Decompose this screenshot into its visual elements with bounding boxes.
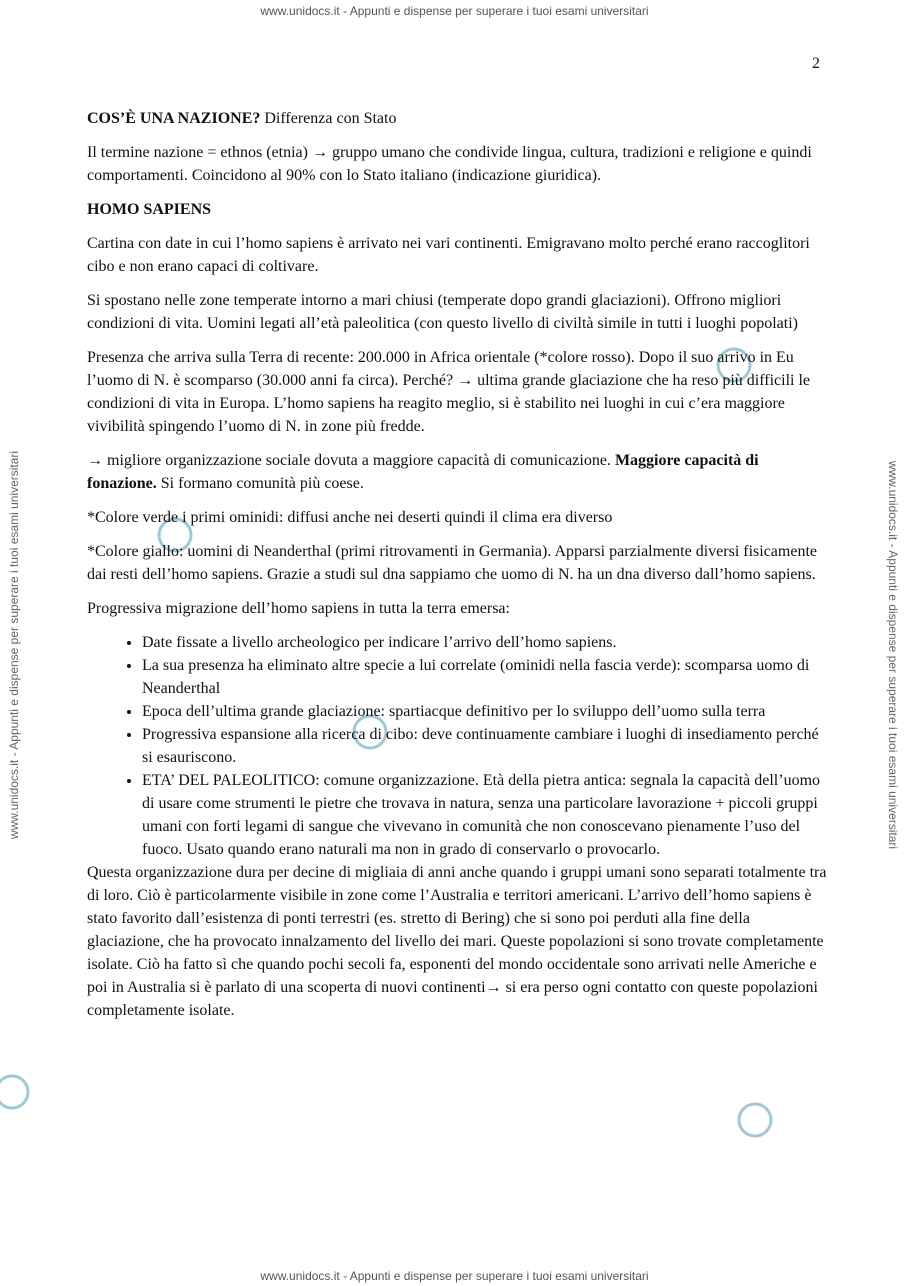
paragraph: Questa organizzazione dura per decine di migliaia di anni anche quando i gruppi umani sono separati totalmente tra di loro. Ciò è particolarmente visibile in zone come l’Australia e territori americani. L’arrivo dell’homo sapiens è stato favorito dall’esistenza di ponti terrestri (es. stretto di Bering) che si sono poi perduti alla fine della glaciazione, che ha provocato innalzamento del livello dei mari. Queste popolazioni si sono trovate completamente isolate. Ciò ha fatto sì che quando pochi secoli fa, esponenti del mondo occidentale sono arrivati nelle Americhe e poi in Australia si è parlato di una scoperta di nuovi continenti→ si era perso ogni contatto con queste popolazioni completamente isolate.: [87, 864, 827, 1019]
nazione-heading: COS’È UNA NAZIONE? Differenza con Stato: [87, 110, 397, 127]
watermark-left: www.unidocs.it - Appunti e dispense per superare i tuoi esami universitari: [7, 450, 21, 840]
document-body: [87, 107, 827, 1022]
paragraph: Presenza che arriva sulla Terra di recente: 200.000 in Africa orientale (*colore rosso). Dopo il suo arrivo in Eu l’uomo di N. è scomparso (30.000 anni fa circa). Perché? → ultima grande glaciazione che ha reso più difficili le condizioni di vita in Europa. L’homo sapiens ha reagito meglio, si è stabilito nei luoghi in cui c’era maggiore vivibilità spingendo l’uomo di N. in zone più fredde.: [87, 349, 810, 435]
unidocs-logo-icon: [735, 1100, 775, 1140]
nazione-paragraph: Il termine nazione = ethnos (etnia) → gruppo umano che condivide lingua, cultura, tradizioni e religione e quindi comportamenti. Coincidono al 90% con lo Stato italiano (indicazione giuridica).: [87, 144, 812, 184]
unidocs-logo-icon: [0, 1072, 32, 1112]
paragraph: *Colore giallo: uomini di Neanderthal (primi ritrovamenti in Germania). Apparsi parzialmente diversi fisicamente dai resti dell’homo sapiens. Grazie a studi sul dna sappiamo che uomo di N. ha un dna diverso dall’homo sapiens.: [87, 543, 817, 583]
homo-sapiens-heading: HOMO SAPIENS: [87, 201, 212, 218]
list-item: • ETA’ DEL PALEOLITICO: comune organizzazione. Età della pietra antica: segnala la capacità dell’uomo di usare come strumenti le pietre che trovava in natura, senza una particolare lavorazione + piccoli gruppi umani con forti legami di sangue che vivevano in comunità che non conoscevano pienamente l’uso del fuoco. Usato quando erano naturali ma non in grado di conservarlo o provocarlo.: [142, 769, 827, 861]
watermark-right: www.unidocs.it - Appunti e dispense per superare i tuoi esami universitari: [886, 460, 900, 850]
paragraph: *Colore verde i primi ominidi: diffusi anche nei deserti quindi il clima era diverso: [87, 509, 613, 526]
list-item: • La sua presenza ha eliminato altre specie a lui correlate (ominidi nella fascia verde): scomparsa uomo di Neanderthal: [142, 654, 827, 700]
paragraph: Si spostano nelle zone temperate intorno a mari chiusi (temperate dopo grandi glaciazioni). Offrono migliori condizioni di vita. Uomini legati all’età paleolitica (con questo livello di civiltà simile in tutti i luoghi popolati): [87, 292, 798, 332]
watermark-top: www.unidocs.it - Appunti e dispense per superare i tuoi esami universitari: [260, 4, 649, 18]
watermark-bottom: www.unidocs.it - Appunti e dispense per superare i tuoi esami universitari: [260, 1269, 649, 1283]
paragraph: Cartina con date in cui l’homo sapiens è arrivato nei vari continenti. Emigravano molto perché erano raccoglitori cibo e non erano capaci di coltivare.: [87, 235, 810, 275]
page-number: 2: [812, 55, 820, 72]
paragraph: Progressiva migrazione dell’homo sapiens in tutta la terra emersa:: [87, 600, 510, 617]
list-item: • Epoca dell’ultima grande glaciazione: spartiacque definitivo per lo sviluppo dell’uomo sulla terra: [142, 700, 827, 723]
bullet-list: [87, 631, 827, 861]
paragraph: → migliore organizzazione sociale dovuta a maggiore capacità di comunicazione. Maggiore capacità di fonazione. Si formano comunità più coese.: [87, 452, 759, 492]
list-item: • Date fissate a livello archeologico per indicare l’arrivo dell’homo sapiens.: [142, 631, 827, 654]
list-item: • Progressiva espansione alla ricerca di cibo: deve continuamente cambiare i luoghi di insediamento perché si esauriscono.: [142, 723, 827, 769]
